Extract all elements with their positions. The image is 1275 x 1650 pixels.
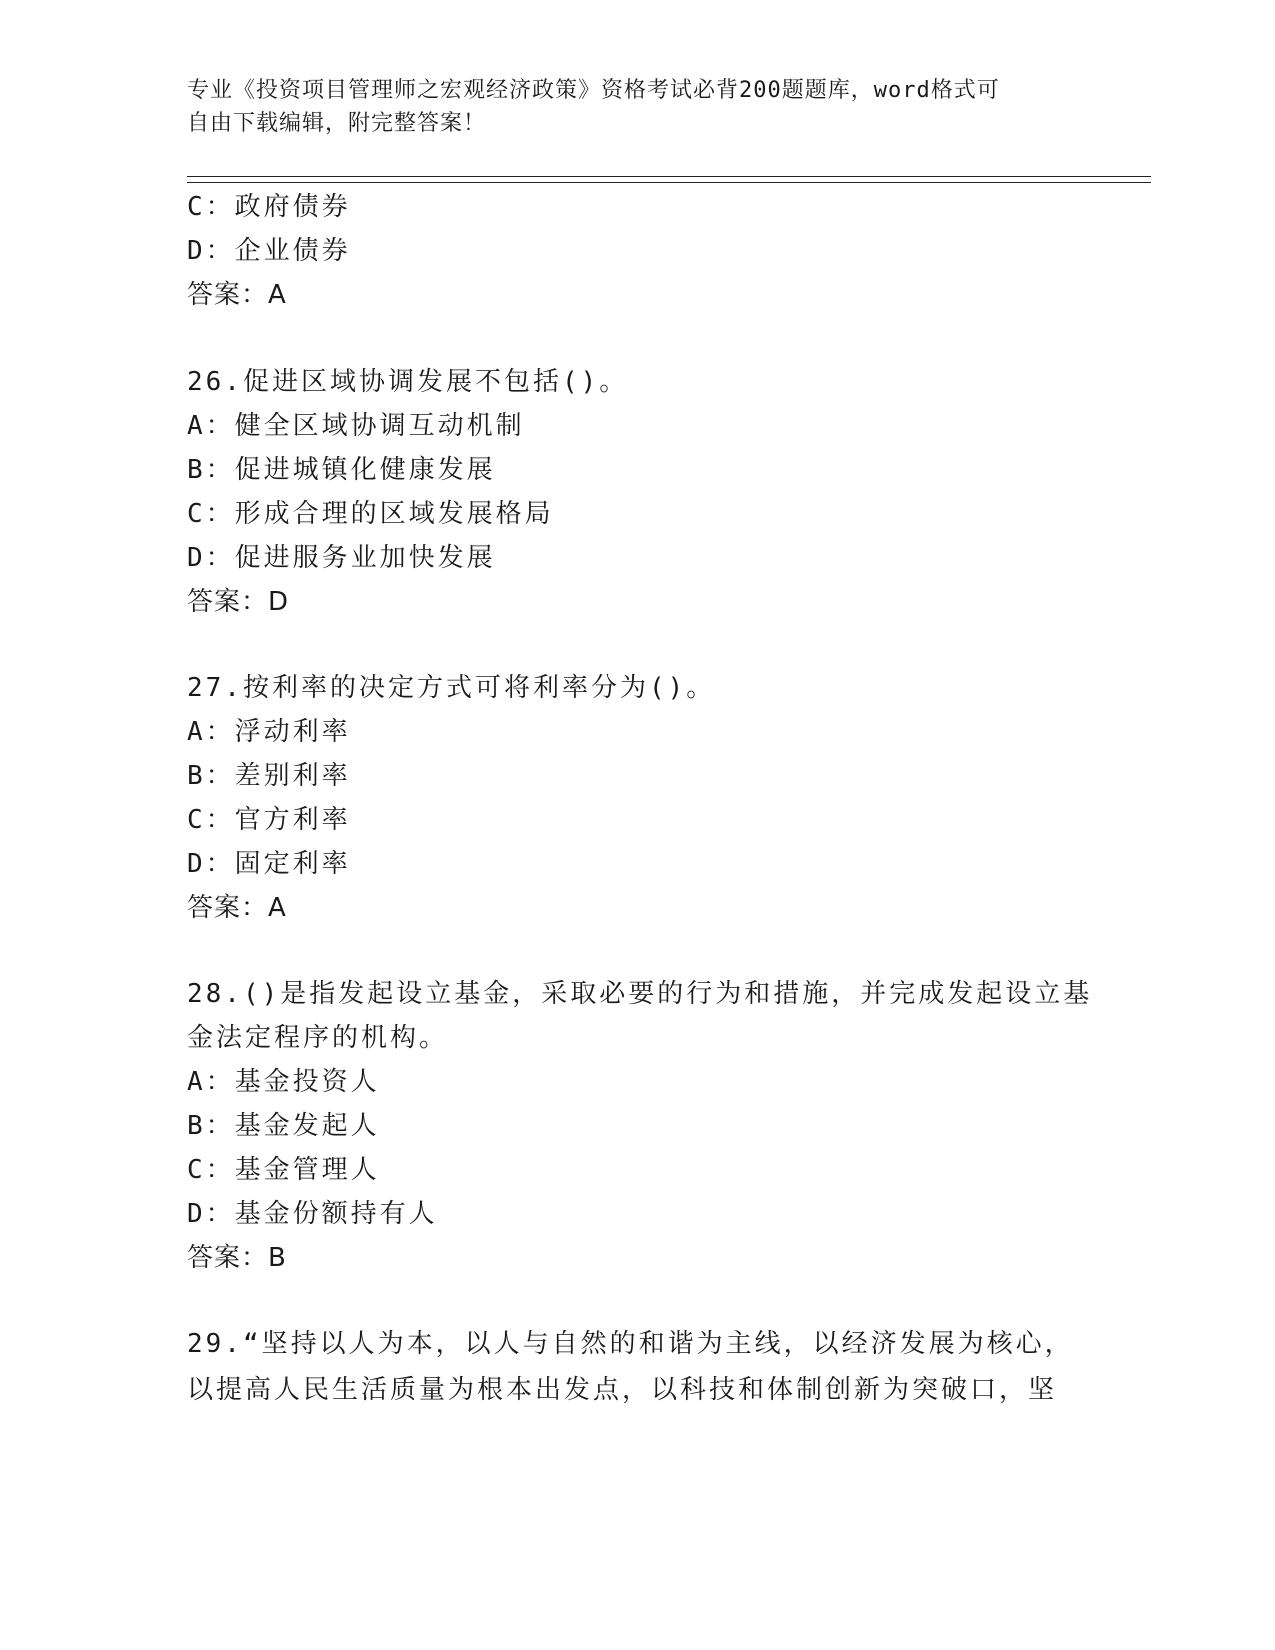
q27-option-b: B：差别利率 <box>187 761 351 791</box>
q27-option-d: D：固定利率 <box>187 849 351 879</box>
q28-answer: 答案：B <box>187 1243 287 1273</box>
q26-option-d: D：促进服务业加快发展 <box>187 543 496 573</box>
q28-option-b: B：基金发起人 <box>187 1111 380 1141</box>
q26-answer: 答案：D <box>187 587 290 617</box>
header-divider-bottom <box>187 182 1151 183</box>
q28-option-a: A：基金投资人 <box>187 1067 380 1097</box>
header-title-line-2: 自由下载编辑，附完整答案！ <box>187 111 487 136</box>
q27-option-a: A：浮动利率 <box>187 717 351 747</box>
q28-option-c: C：基金管理人 <box>187 1155 380 1185</box>
q27-question: 27.按利率的决定方式可将利率分为()。 <box>187 673 716 703</box>
q29-question-line-2: 以提高人民生活质量为根本出发点，以科技和体制创新为突破口，坚 <box>187 1375 1058 1405</box>
header-title-line-1: 专业《投资项目管理师之宏观经济政策》资格考试必背200题题库，word格式可 <box>187 78 1000 103</box>
prev-answer: 答案：A <box>187 280 287 310</box>
q26-question: 26.促进区域协调发展不包括()。 <box>187 367 629 397</box>
q27-answer: 答案：A <box>187 893 287 923</box>
q26-option-c: C：形成合理的区域发展格局 <box>187 499 554 529</box>
q28-question-line-1: 28.()是指发起设立基金，采取必要的行为和措施，并完成发起设立基 <box>187 979 1093 1009</box>
q29-question-line-1: 29.“坚持以人为本，以人与自然的和谐为主线，以经济发展为核心， <box>187 1329 1074 1359</box>
q26-option-b: B：促进城镇化健康发展 <box>187 455 496 485</box>
header-divider-top <box>187 176 1151 177</box>
q26-option-a: A：健全区域协调互动机制 <box>187 411 525 441</box>
q27-option-c: C：官方利率 <box>187 805 351 835</box>
prev-option-d: D：企业债券 <box>187 236 351 266</box>
prev-option-c: C：政府债券 <box>187 192 351 222</box>
q28-option-d: D：基金份额持有人 <box>187 1199 438 1229</box>
document-header <box>187 74 1067 140</box>
q28-question-line-2: 金法定程序的机构。 <box>187 1023 449 1053</box>
